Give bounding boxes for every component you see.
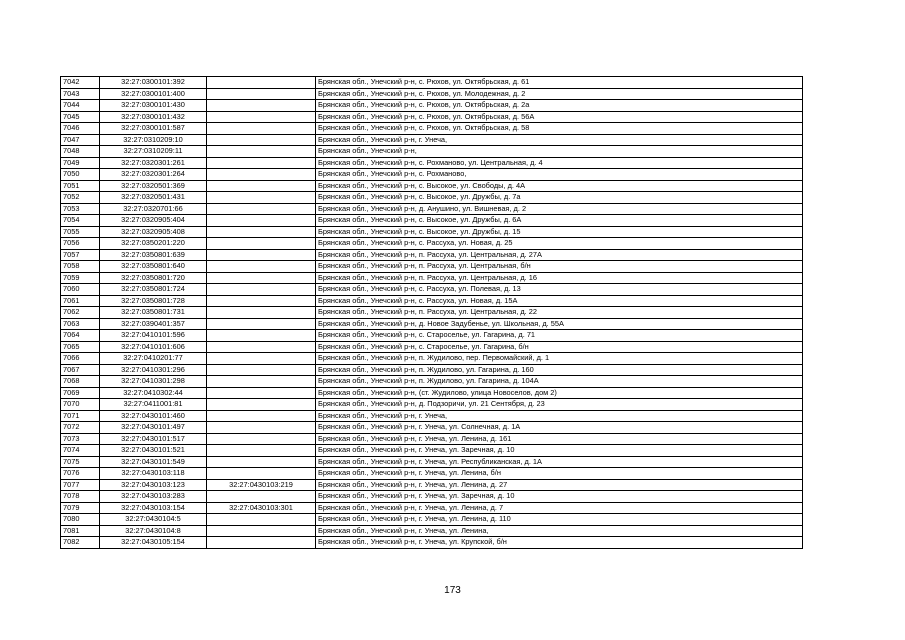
previous-cadastral-number-cell [207, 295, 316, 307]
record-number-cell: 7056 [61, 238, 100, 250]
table-row [61, 525, 803, 537]
address-cell: Брянская обл., Унечский р-н, с. Рюхов, ул. Молодежная, д. 2 [316, 88, 803, 100]
table-row [61, 318, 803, 330]
address-cell: Брянская обл., Унечский р-н, с. Рюхов, ул. Октябрьская, д. 61 [316, 77, 803, 89]
cadastral-number-cell: 32:27:0350801:639 [100, 249, 207, 261]
previous-cadastral-number-cell [207, 468, 316, 480]
table-row [61, 134, 803, 146]
cadastral-number-cell: 32:27:0411001:81 [100, 399, 207, 411]
address-cell: Брянская обл., Унечский р-н, г. Унеча, ул. Солнечная, д. 1А [316, 422, 803, 434]
previous-cadastral-number-cell [207, 272, 316, 284]
address-cell: Брянская обл., Унечский р-н, с. Рассуха, ул. Новая, д. 25 [316, 238, 803, 250]
record-number-cell: 7078 [61, 491, 100, 503]
record-number-cell: 7077 [61, 479, 100, 491]
record-number-cell: 7065 [61, 341, 100, 353]
table-row [61, 341, 803, 353]
previous-cadastral-number-cell [207, 77, 316, 89]
address-cell: Брянская обл., Унечский р-н, с. Староселье, ул. Гагарина, б/н [316, 341, 803, 353]
previous-cadastral-number-cell [207, 525, 316, 537]
previous-cadastral-number-cell [207, 284, 316, 296]
record-number-cell: 7064 [61, 330, 100, 342]
address-cell: Брянская обл., Унечский р-н, с. Рюхов, ул. Октябрьская, д. 58 [316, 123, 803, 135]
previous-cadastral-number-cell [207, 353, 316, 365]
record-number-cell: 7067 [61, 364, 100, 376]
address-cell: Брянская обл., Унечский р-н, г. Унеча, ул. Ленина, д. 161 [316, 433, 803, 445]
previous-cadastral-number-cell [207, 387, 316, 399]
previous-cadastral-number-cell [207, 123, 316, 135]
address-cell: Брянская обл., Унечский р-н, д. Новое Задубенье, ул. Школьная, д. 55А [316, 318, 803, 330]
table-row [61, 284, 803, 296]
record-number-cell: 7066 [61, 353, 100, 365]
previous-cadastral-number-cell [207, 514, 316, 526]
record-number-cell: 7068 [61, 376, 100, 388]
cadastral-number-cell: 32:27:0300101:430 [100, 100, 207, 112]
cadastral-number-cell: 32:27:0350801:720 [100, 272, 207, 284]
cadastral-number-cell: 32:27:0430103:123 [100, 479, 207, 491]
table-row [61, 376, 803, 388]
cadastral-number-cell: 32:27:0320905:404 [100, 215, 207, 227]
previous-cadastral-number-cell [207, 192, 316, 204]
table-row [61, 180, 803, 192]
record-number-cell: 7043 [61, 88, 100, 100]
cadastral-number-cell: 32:27:0350801:728 [100, 295, 207, 307]
previous-cadastral-number-cell [207, 169, 316, 181]
page-number: 173 [444, 585, 461, 596]
address-cell: Брянская обл., Унечский р-н, д. Анушино, ул. Вишневая, д. 2 [316, 203, 803, 215]
address-cell: Брянская обл., Унечский р-н, г. Унеча, ул. Крупской, б/н [316, 537, 803, 549]
cadastral-number-cell: 32:27:0410301:298 [100, 376, 207, 388]
record-number-cell: 7075 [61, 456, 100, 468]
record-number-cell: 7074 [61, 445, 100, 457]
previous-cadastral-number-cell [207, 318, 316, 330]
record-number-cell: 7072 [61, 422, 100, 434]
record-number-cell: 7052 [61, 192, 100, 204]
record-number-cell: 7076 [61, 468, 100, 480]
record-number-cell: 7045 [61, 111, 100, 123]
address-cell: Брянская обл., Унечский р-н, с. Высокое, ул. Дружбы, д. 15 [316, 226, 803, 238]
registry-sheet [60, 76, 803, 549]
address-cell: Брянская обл., Унечский р-н, с. Рохманово, ул. Центральная, д. 4 [316, 157, 803, 169]
previous-cadastral-number-cell [207, 445, 316, 457]
cadastral-number-cell: 32:27:0320501:369 [100, 180, 207, 192]
registry-table [60, 76, 803, 549]
previous-cadastral-number-cell [207, 157, 316, 169]
record-number-cell: 7062 [61, 307, 100, 319]
cadastral-number-cell: 32:27:0430104:8 [100, 525, 207, 537]
previous-cadastral-number-cell [207, 433, 316, 445]
cadastral-number-cell: 32:27:0300101:432 [100, 111, 207, 123]
record-number-cell: 7047 [61, 134, 100, 146]
record-number-cell: 7079 [61, 502, 100, 514]
address-cell: Брянская обл., Унечский р-н, г. Унеча, ул. Ленина, б/н [316, 468, 803, 480]
table-row [61, 77, 803, 89]
table-row [61, 364, 803, 376]
cadastral-number-cell: 32:27:0300101:400 [100, 88, 207, 100]
address-cell: Брянская обл., Унечский р-н, с. Рюхов, ул. Октябрьская, д. 56А [316, 111, 803, 123]
previous-cadastral-number-cell [207, 537, 316, 549]
cadastral-number-cell: 32:27:0430101:549 [100, 456, 207, 468]
cadastral-number-cell: 32:27:0350801:724 [100, 284, 207, 296]
cadastral-number-cell: 32:27:0350201:220 [100, 238, 207, 250]
address-cell: Брянская обл., Унечский р-н, с. Рассуха, ул. Полевая, д. 13 [316, 284, 803, 296]
record-number-cell: 7053 [61, 203, 100, 215]
table-row [61, 226, 803, 238]
cadastral-number-cell: 32:27:0410302:44 [100, 387, 207, 399]
record-number-cell: 7081 [61, 525, 100, 537]
address-cell: Брянская обл., Унечский р-н, г. Унеча, ул. Ленина, д. 110 [316, 514, 803, 526]
record-number-cell: 7058 [61, 261, 100, 273]
record-number-cell: 7042 [61, 77, 100, 89]
previous-cadastral-number-cell [207, 88, 316, 100]
table-row [61, 169, 803, 181]
cadastral-number-cell: 32:27:0430103:118 [100, 468, 207, 480]
cadastral-number-cell: 32:27:0430105:154 [100, 537, 207, 549]
table-row [61, 433, 803, 445]
table-row [61, 422, 803, 434]
address-cell: Брянская обл., Унечский р-н, г. Унеча, ул. Заречная, д. 10 [316, 491, 803, 503]
previous-cadastral-number-cell [207, 261, 316, 273]
record-number-cell: 7051 [61, 180, 100, 192]
table-row [61, 514, 803, 526]
record-number-cell: 7060 [61, 284, 100, 296]
cadastral-number-cell: 32:27:0390401:357 [100, 318, 207, 330]
record-number-cell: 7050 [61, 169, 100, 181]
record-number-cell: 7057 [61, 249, 100, 261]
cadastral-number-cell: 32:27:0320301:264 [100, 169, 207, 181]
table-row [61, 192, 803, 204]
table-row [61, 502, 803, 514]
record-number-cell: 7073 [61, 433, 100, 445]
table-row [61, 410, 803, 422]
address-cell: Брянская обл., Унечский р-н, г. Унеча, ул. Ленина, [316, 525, 803, 537]
table-row [61, 479, 803, 491]
record-number-cell: 7049 [61, 157, 100, 169]
previous-cadastral-number-cell [207, 134, 316, 146]
record-number-cell: 7055 [61, 226, 100, 238]
cadastral-number-cell: 32:27:0320701:66 [100, 203, 207, 215]
table-row [61, 295, 803, 307]
table-row [61, 203, 803, 215]
table-row [61, 88, 803, 100]
previous-cadastral-number-cell [207, 226, 316, 238]
table-row [61, 491, 803, 503]
previous-cadastral-number-cell [207, 203, 316, 215]
cadastral-number-cell: 32:27:0430104:5 [100, 514, 207, 526]
previous-cadastral-number-cell [207, 249, 316, 261]
address-cell: Брянская обл., Унечский р-н, п. Жудилово, пер. Первомайский, д. 1 [316, 353, 803, 365]
address-cell: Брянская обл., Унечский р-н, с. Высокое, ул. Дружбы, д. 7а [316, 192, 803, 204]
address-cell: Брянская обл., Унечский р-н, (ст. Жудилово, улица Новоселов, дом 2) [316, 387, 803, 399]
record-number-cell: 7080 [61, 514, 100, 526]
previous-cadastral-number-cell [207, 100, 316, 112]
record-number-cell: 7069 [61, 387, 100, 399]
cadastral-number-cell: 32:27:0410101:606 [100, 341, 207, 353]
cadastral-number-cell: 32:27:0430101:460 [100, 410, 207, 422]
record-number-cell: 7071 [61, 410, 100, 422]
table-row [61, 445, 803, 457]
previous-cadastral-number-cell [207, 376, 316, 388]
address-cell: Брянская обл., Унечский р-н, п. Жудилово, ул. Гагарина, д. 104А [316, 376, 803, 388]
cadastral-number-cell: 32:27:0410101:596 [100, 330, 207, 342]
table-row [61, 272, 803, 284]
cadastral-number-cell: 32:27:0430101:517 [100, 433, 207, 445]
table-row [61, 387, 803, 399]
table-row [61, 111, 803, 123]
previous-cadastral-number-cell [207, 215, 316, 227]
address-cell: Брянская обл., Унечский р-н, п. Рассуха, ул. Центральная, д. 22 [316, 307, 803, 319]
cadastral-number-cell: 32:27:0430101:497 [100, 422, 207, 434]
previous-cadastral-number-cell [207, 146, 316, 158]
record-number-cell: 7048 [61, 146, 100, 158]
previous-cadastral-number-cell [207, 330, 316, 342]
previous-cadastral-number-cell [207, 364, 316, 376]
table-row [61, 215, 803, 227]
address-cell: Брянская обл., Унечский р-н, с. Высокое, ул. Свободы, д. 4А [316, 180, 803, 192]
address-cell: Брянская обл., Унечский р-н, с. Рюхов, ул. Октябрьская, д. 2а [316, 100, 803, 112]
cadastral-number-cell: 32:27:0430101:521 [100, 445, 207, 457]
table-row [61, 353, 803, 365]
cadastral-number-cell: 32:27:0410301:296 [100, 364, 207, 376]
record-number-cell: 7070 [61, 399, 100, 411]
table-row [61, 456, 803, 468]
table-row [61, 157, 803, 169]
address-cell: Брянская обл., Унечский р-н, с. Рассуха, ул. Новая, д. 15А [316, 295, 803, 307]
cadastral-number-cell: 32:27:0350801:731 [100, 307, 207, 319]
previous-cadastral-number-cell: 32:27:0430103:219 [207, 479, 316, 491]
cadastral-number-cell: 32:27:0320501:431 [100, 192, 207, 204]
address-cell: Брянская обл., Унечский р-н, д. Подзоричи, ул. 21 Сентября, д. 23 [316, 399, 803, 411]
address-cell: Брянская обл., Унечский р-н, п. Рассуха, ул. Центральная, д. 27А [316, 249, 803, 261]
cadastral-number-cell: 32:27:0310209:11 [100, 146, 207, 158]
table-row [61, 261, 803, 273]
previous-cadastral-number-cell [207, 410, 316, 422]
previous-cadastral-number-cell [207, 307, 316, 319]
cadastral-number-cell: 32:27:0320905:408 [100, 226, 207, 238]
address-cell: Брянская обл., Унечский р-н, [316, 146, 803, 158]
previous-cadastral-number-cell [207, 399, 316, 411]
table-row [61, 249, 803, 261]
table-row [61, 238, 803, 250]
previous-cadastral-number-cell: 32:27:0430103:301 [207, 502, 316, 514]
table-row [61, 123, 803, 135]
address-cell: Брянская обл., Унечский р-н, п. Рассуха, ул. Центральная, б/н [316, 261, 803, 273]
record-number-cell: 7061 [61, 295, 100, 307]
address-cell: Брянская обл., Унечский р-н, п. Жудилово, ул. Гагарина, д. 160 [316, 364, 803, 376]
table-row [61, 399, 803, 411]
cadastral-number-cell: 32:27:0350801:640 [100, 261, 207, 273]
cadastral-number-cell: 32:27:0430103:283 [100, 491, 207, 503]
record-number-cell: 7082 [61, 537, 100, 549]
table-row [61, 468, 803, 480]
previous-cadastral-number-cell [207, 456, 316, 468]
address-cell: Брянская обл., Унечский р-н, г. Унеча, [316, 134, 803, 146]
address-cell: Брянская обл., Унечский р-н, п. Рассуха, ул. Центральная, д. 16 [316, 272, 803, 284]
cadastral-number-cell: 32:27:0320301:261 [100, 157, 207, 169]
address-cell: Брянская обл., Унечский р-н, г. Унеча, ул. Ленина, д. 7 [316, 502, 803, 514]
record-number-cell: 7046 [61, 123, 100, 135]
table-row [61, 330, 803, 342]
address-cell: Брянская обл., Унечский р-н, с. Рохманово, [316, 169, 803, 181]
record-number-cell: 7059 [61, 272, 100, 284]
table-row [61, 146, 803, 158]
previous-cadastral-number-cell [207, 491, 316, 503]
record-number-cell: 7054 [61, 215, 100, 227]
table-row [61, 100, 803, 112]
address-cell: Брянская обл., Унечский р-н, с. Высокое, ул. Дружбы, д. 6А [316, 215, 803, 227]
cadastral-number-cell: 32:27:0300101:587 [100, 123, 207, 135]
table-row [61, 307, 803, 319]
registry-table-body [61, 77, 803, 549]
cadastral-number-cell: 32:27:0430103:154 [100, 502, 207, 514]
previous-cadastral-number-cell [207, 422, 316, 434]
address-cell: Брянская обл., Унечский р-н, г. Унеча, ул. Республиканская, д. 1А [316, 456, 803, 468]
address-cell: Брянская обл., Унечский р-н, г. Унеча, ул. Ленина, д. 27 [316, 479, 803, 491]
previous-cadastral-number-cell [207, 111, 316, 123]
address-cell: Брянская обл., Унечский р-н, г. Унеча, ул. Заречная, д. 10 [316, 445, 803, 457]
previous-cadastral-number-cell [207, 180, 316, 192]
cadastral-number-cell: 32:27:0410201:77 [100, 353, 207, 365]
cadastral-number-cell: 32:27:0300101:392 [100, 77, 207, 89]
table-row [61, 537, 803, 549]
cadastral-number-cell: 32:27:0310209:10 [100, 134, 207, 146]
record-number-cell: 7044 [61, 100, 100, 112]
previous-cadastral-number-cell [207, 341, 316, 353]
previous-cadastral-number-cell [207, 238, 316, 250]
address-cell: Брянская обл., Унечский р-н, г. Унеча, [316, 410, 803, 422]
address-cell: Брянская обл., Унечский р-н, с. Староселье, ул. Гагарина, д. 71 [316, 330, 803, 342]
record-number-cell: 7063 [61, 318, 100, 330]
